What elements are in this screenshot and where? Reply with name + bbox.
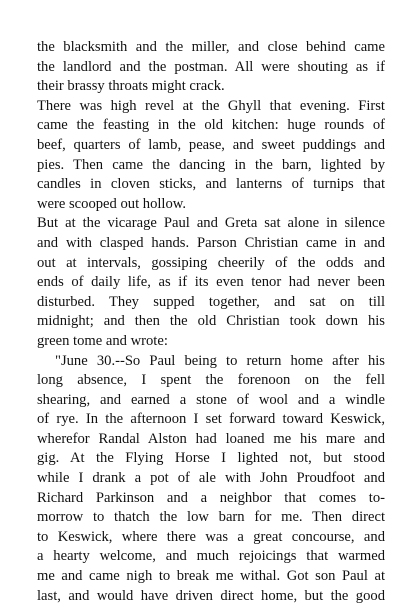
- text-line: beef, quarters of lamb, pease, and sweet puddings and: [37, 136, 385, 153]
- text-line: of rye. In the afternoon I set forward toward Keswick,: [37, 411, 385, 428]
- text-line: out at intervals, gossiping cheerily of the odds and: [37, 254, 385, 271]
- text-line: the landlord and the postman. All were shouting as if: [37, 58, 385, 75]
- text-line: midnight; and then the old Christian took down his: [37, 313, 385, 330]
- text-line: gig. At the Flying Horse I lighted not, but stood: [37, 450, 385, 467]
- text-line: shearing, and earned a stone of wool and a windle: [37, 391, 385, 408]
- text-line: last, and would have driven direct home, but the good: [37, 587, 385, 604]
- text-line: wherefor Randal Alston had loaned me his mare and: [37, 430, 385, 447]
- text-line: came the feasting in the old kitchen: huge rounds of: [37, 117, 385, 134]
- text-line: green tome and wrote:: [37, 332, 168, 349]
- text-line: a hearty welcome, and much rejoicings that warmed: [37, 548, 385, 565]
- text-line: disturbed. They supped together, and sat on till: [37, 293, 385, 310]
- text-line: pies. Then came the dancing in the barn, lighted by: [37, 156, 385, 173]
- text-line: were scooped out hollow.: [37, 195, 187, 212]
- text-line: But at the vicarage Paul and Greta sat alone in silence: [37, 215, 385, 232]
- text-line: their brassy throats might crack.: [37, 78, 225, 95]
- text-line: "June 30.--So Paul being to return home after his: [55, 352, 385, 369]
- text-line: the blacksmith and the miller, and close behind came: [37, 39, 385, 55]
- text-line: and with clasped hands. Parson Christian came in and: [37, 234, 385, 251]
- text-line: morrow to thatch the low barn for me. Then direct: [37, 509, 385, 526]
- text-line: There was high revel at the Ghyll that evening. First: [37, 97, 385, 114]
- text-line: long absence, I spent the forenoon on the fell: [37, 372, 385, 389]
- text-line: candles in cloven sticks, and lanterns of turnips that: [37, 176, 385, 193]
- text-line: me and came nigh to break me withal. Got son Paul at: [37, 568, 385, 585]
- text-line: Richard Parkinson and a neighbor that comes to-: [37, 489, 385, 506]
- text-line: ends of daily life, as if its even tenor had never been: [37, 274, 385, 291]
- text-line: while I drank a pot of ale with John Proudfoot and: [37, 470, 385, 487]
- text-line: to Keswick, where there was a great concourse, and: [37, 528, 385, 545]
